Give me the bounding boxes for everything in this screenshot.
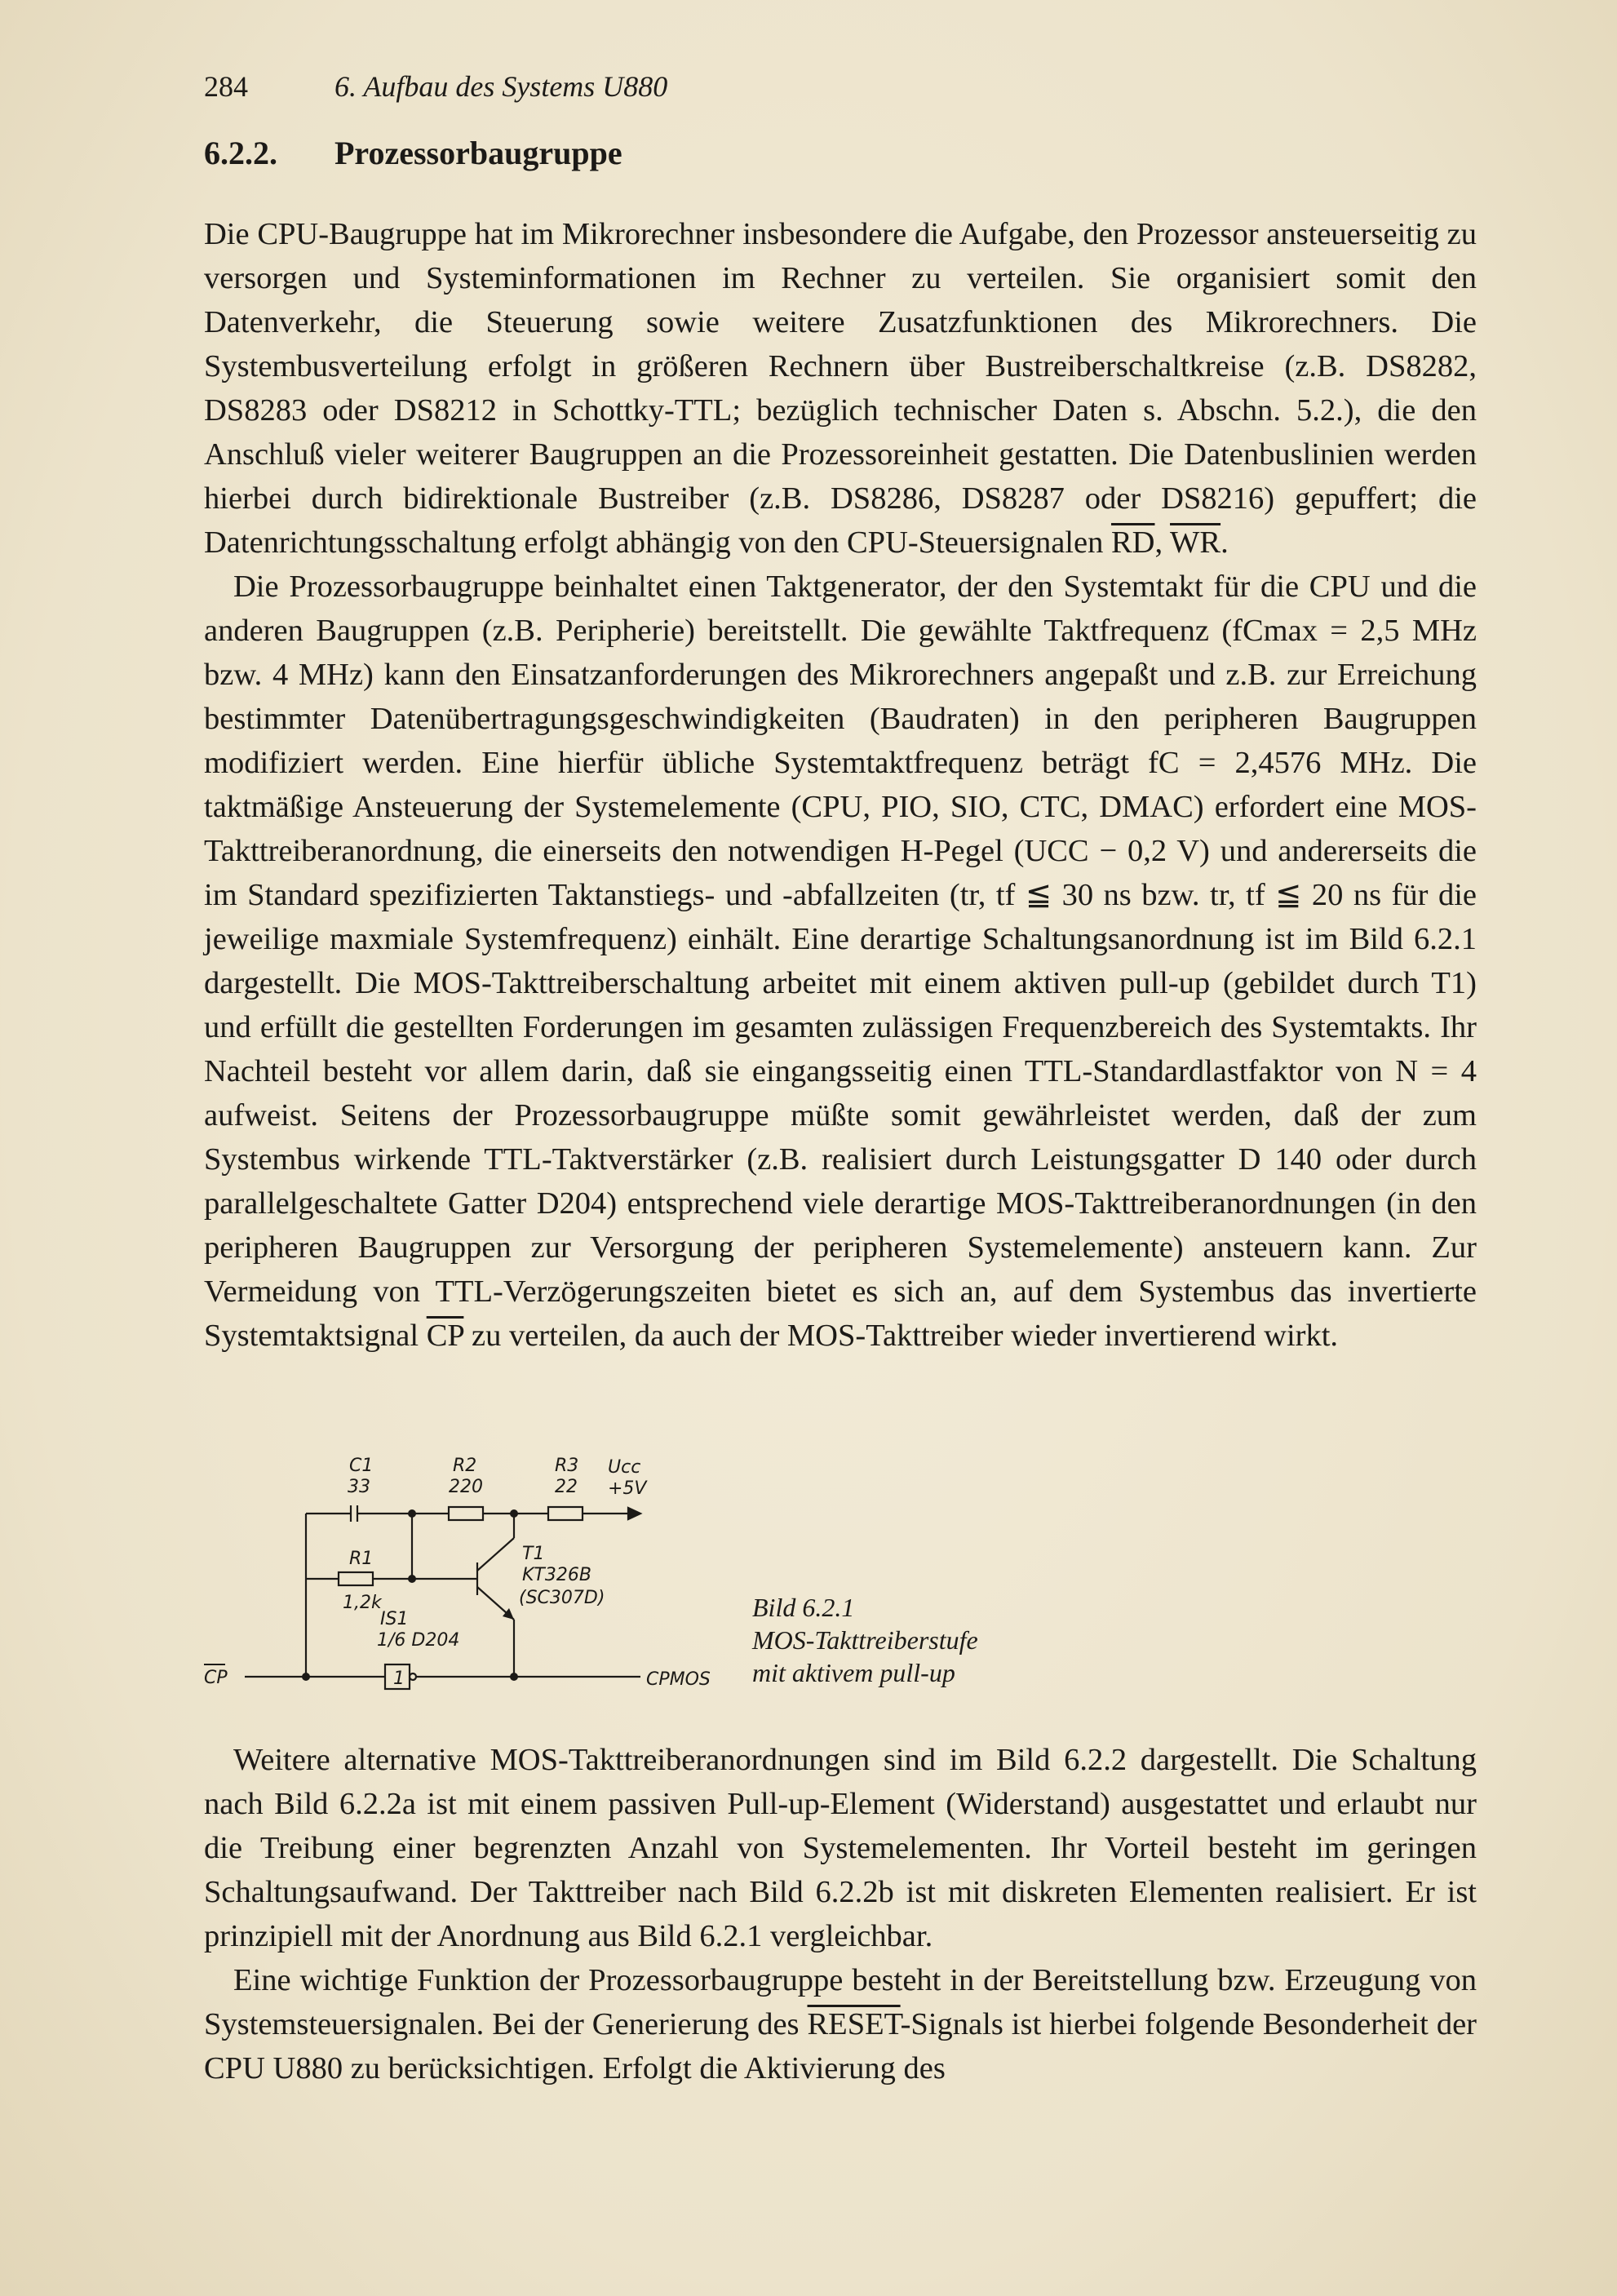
c1-value: 33: [348, 1477, 370, 1497]
r1-value: 1,2k: [343, 1593, 382, 1613]
r2-label: R2: [453, 1456, 477, 1476]
is1-value: 1/6 D204: [377, 1630, 460, 1651]
r3-label: R3: [555, 1456, 579, 1476]
signal-rd: $\overline{RD}$: [1110, 525, 1155, 560]
section-title: Prozessorbaugruppe: [334, 135, 622, 171]
paragraph-taktgenerator: [204, 565, 1477, 1358]
paragraph-text: Die CPU-Baugruppe hat im Mikrorechner insbesondere die Aufgabe, den Prozessor ansteuerseitig zu versorgen und Systeminformationen im Rechner zu verteilen. Sie organisiert somit den Datenverkehr, die Steuerung sowie weitere Zusatzfunktionen des Mikrorechners. Die Systembusverteilung erfolgt in größeren Rechnern über Bustreiberschaltkreise (z.B. DS8282, DS8283 oder DS8212 in Schottky-TTL; bezüglich technischer Daten s. Abschn. 5.2.), die den Anschluß vieler weiterer Baugruppen an die Prozessoreinheit gestatten. Die Datenbuslinien werden hierbei durch bidirektionale Bustreiber (z.B. DS8286, DS8287 oder DS8216) gepuffert; die Datenrichtungsschaltung erfolgt abhängig von den CPU-Steuersignalen: [204, 217, 1477, 560]
signal-wr: $\overline{WR}$: [1170, 525, 1221, 560]
is1-label: IS1: [380, 1609, 409, 1629]
section-heading: [204, 134, 622, 172]
t1-alt-type: (SC307D): [519, 1588, 605, 1608]
paragraph-text: -Signals ist hierbei folgende Besonderheit der CPU U880 zu berücksichtigen. Erfolgt die Aktivierung des: [204, 2007, 1477, 2085]
running-title: 6. Aufbau des Systems U880: [334, 70, 668, 103]
paragraph-text: Die Prozessorbaugruppe beinhaltet einen Taktgenerator, der den Systemtakt für die CPU und die anderen Baugruppen (z.B. Peripherie) bereitstellt. Die gewählte Taktfrequenz (fCmax = 2,5 MHz bzw. 4 MHz) kann den Einsatzanforderungen des Mikrorechners angepaßt und z.B. zur Erreichung bestimmter Datenübertragungsgeschwindigkeiten (Baudraten) in den peripheren Baugruppen modifiziert werden. Eine hierfür übliche Systemtaktfrequenz beträgt fC = 2,4576 MHz. Die taktmäßige Ansteuerung der Systemelemente (CPU, PIO, SIO, CTC, DMAC) erfordert eine MOS-Takttreiberanordnung, die einerseits den notwendigen H-Pegel (UCC − 0,2 V) und andererseits die im Standard spezifizierten Taktanstiegs- und -abfallzeiten (tr, tf ≦ 30 ns bzw. tr, tf ≦ 20 ns für die jeweilige maxmiale Systemfrequenz) einhält. Eine derartige Schaltungsanordnung ist im Bild 6.2.1 dargestellt. Die MOS-Takttreiberschaltung arbeitet mit einem aktiven pull-up (gebildet durch T1) und erfüllt die gestellten Forderungen im gesamten zulässigen Frequenzbereich des Systemtakts. Ihr Nachteil besteht vor allem darin, daß sie eingangsseitig einen TTL-Standardlastfaktor von N = 4 aufweist. Seitens der Prozessorbaugruppe müßte somit gewährleistet werden, daß der zum Systembus wirkende TTL-Taktverstärker (z.B. realisiert durch Leistungsgatter D 140 oder durch parallelgeschaltete Gatter D204) entsprechend viele derartige MOS-Takttreiberanordnungen (in den peripheren Baugruppen zur Versorgung der peripheren Systemelemente) ansteuern kann. Zur Vermeidung von TTL-Verzögerungszeiten bietet es sich an, auf dem Systembus das invertierte Systemtaktsignal: [204, 570, 1477, 1353]
paragraph-alternativen: [204, 1738, 1477, 1958]
signal-reset: RESET: [807, 2007, 901, 2041]
cp-input-label: CP: [204, 1668, 228, 1688]
figure-caption: [752, 1591, 978, 1689]
paragraph-text: ,: [1154, 525, 1171, 560]
caption-line: mit aktivem pull-up: [752, 1658, 955, 1687]
ucc-label: Ucc: [608, 1457, 641, 1478]
page-number: 284: [204, 70, 248, 103]
paragraph-text: Weitere alternative MOS-Takttreiberanordnungen sind im Bild 6.2.2 dargestellt. Die Schaltung nach Bild 6.2.2a ist mit einem passiven Pull-up-Element (Widerstand) ausgestattet und erlaubt nur die Treibung einer begrenzten Anzahl von Systemelementen. Ihr Vorteil besteht im geringen Schaltungsaufwand. Der Takttreiber nach Bild 6.2.2b ist mit diskreten Elementen realisiert. Er ist prinzipiell mit der Anordnung aus Bild 6.2.1 vergleichbar.: [204, 1743, 1477, 1953]
paragraph-text: Eine wichtige Funktion der Prozessorbaugruppe besteht in der Bereitstellung bzw. Erzeugung von Systemsteuersignalen. Bei der Generierung des: [204, 1963, 1477, 2041]
r2-value: 220: [449, 1477, 483, 1497]
paragraph-text: zu verteilen, da auch der MOS-Takttreiber wieder invertierend wirkt.: [463, 1319, 1339, 1353]
cp-output-label: CPMOS: [646, 1669, 711, 1690]
supply-voltage-label: +5V: [608, 1478, 647, 1499]
circuit-schematic: [196, 1448, 767, 1718]
t1-type: KT326B: [522, 1565, 591, 1585]
gate-symbol: 1: [393, 1669, 405, 1689]
page-header: [204, 69, 667, 104]
signal-cp: $\overline{CP}$: [426, 1319, 464, 1353]
r3-value: 22: [555, 1477, 578, 1497]
r1-label: R1: [349, 1549, 374, 1569]
paragraph-cpu-baugruppe: [204, 212, 1477, 565]
caption-line: Bild 6.2.1: [752, 1593, 855, 1622]
body-text-bottom: [204, 1738, 1477, 2090]
paragraph-text: .: [1221, 525, 1229, 560]
circuit-diagram: [196, 1448, 767, 1718]
body-text-top: [204, 212, 1477, 1358]
caption-line: MOS-Takttreiberstufe: [752, 1625, 978, 1655]
c1-label: C1: [349, 1456, 374, 1476]
paragraph-systemsteuersignale: [204, 1958, 1477, 2090]
t1-label: T1: [522, 1544, 545, 1564]
section-number: 6.2.2.: [204, 135, 277, 171]
